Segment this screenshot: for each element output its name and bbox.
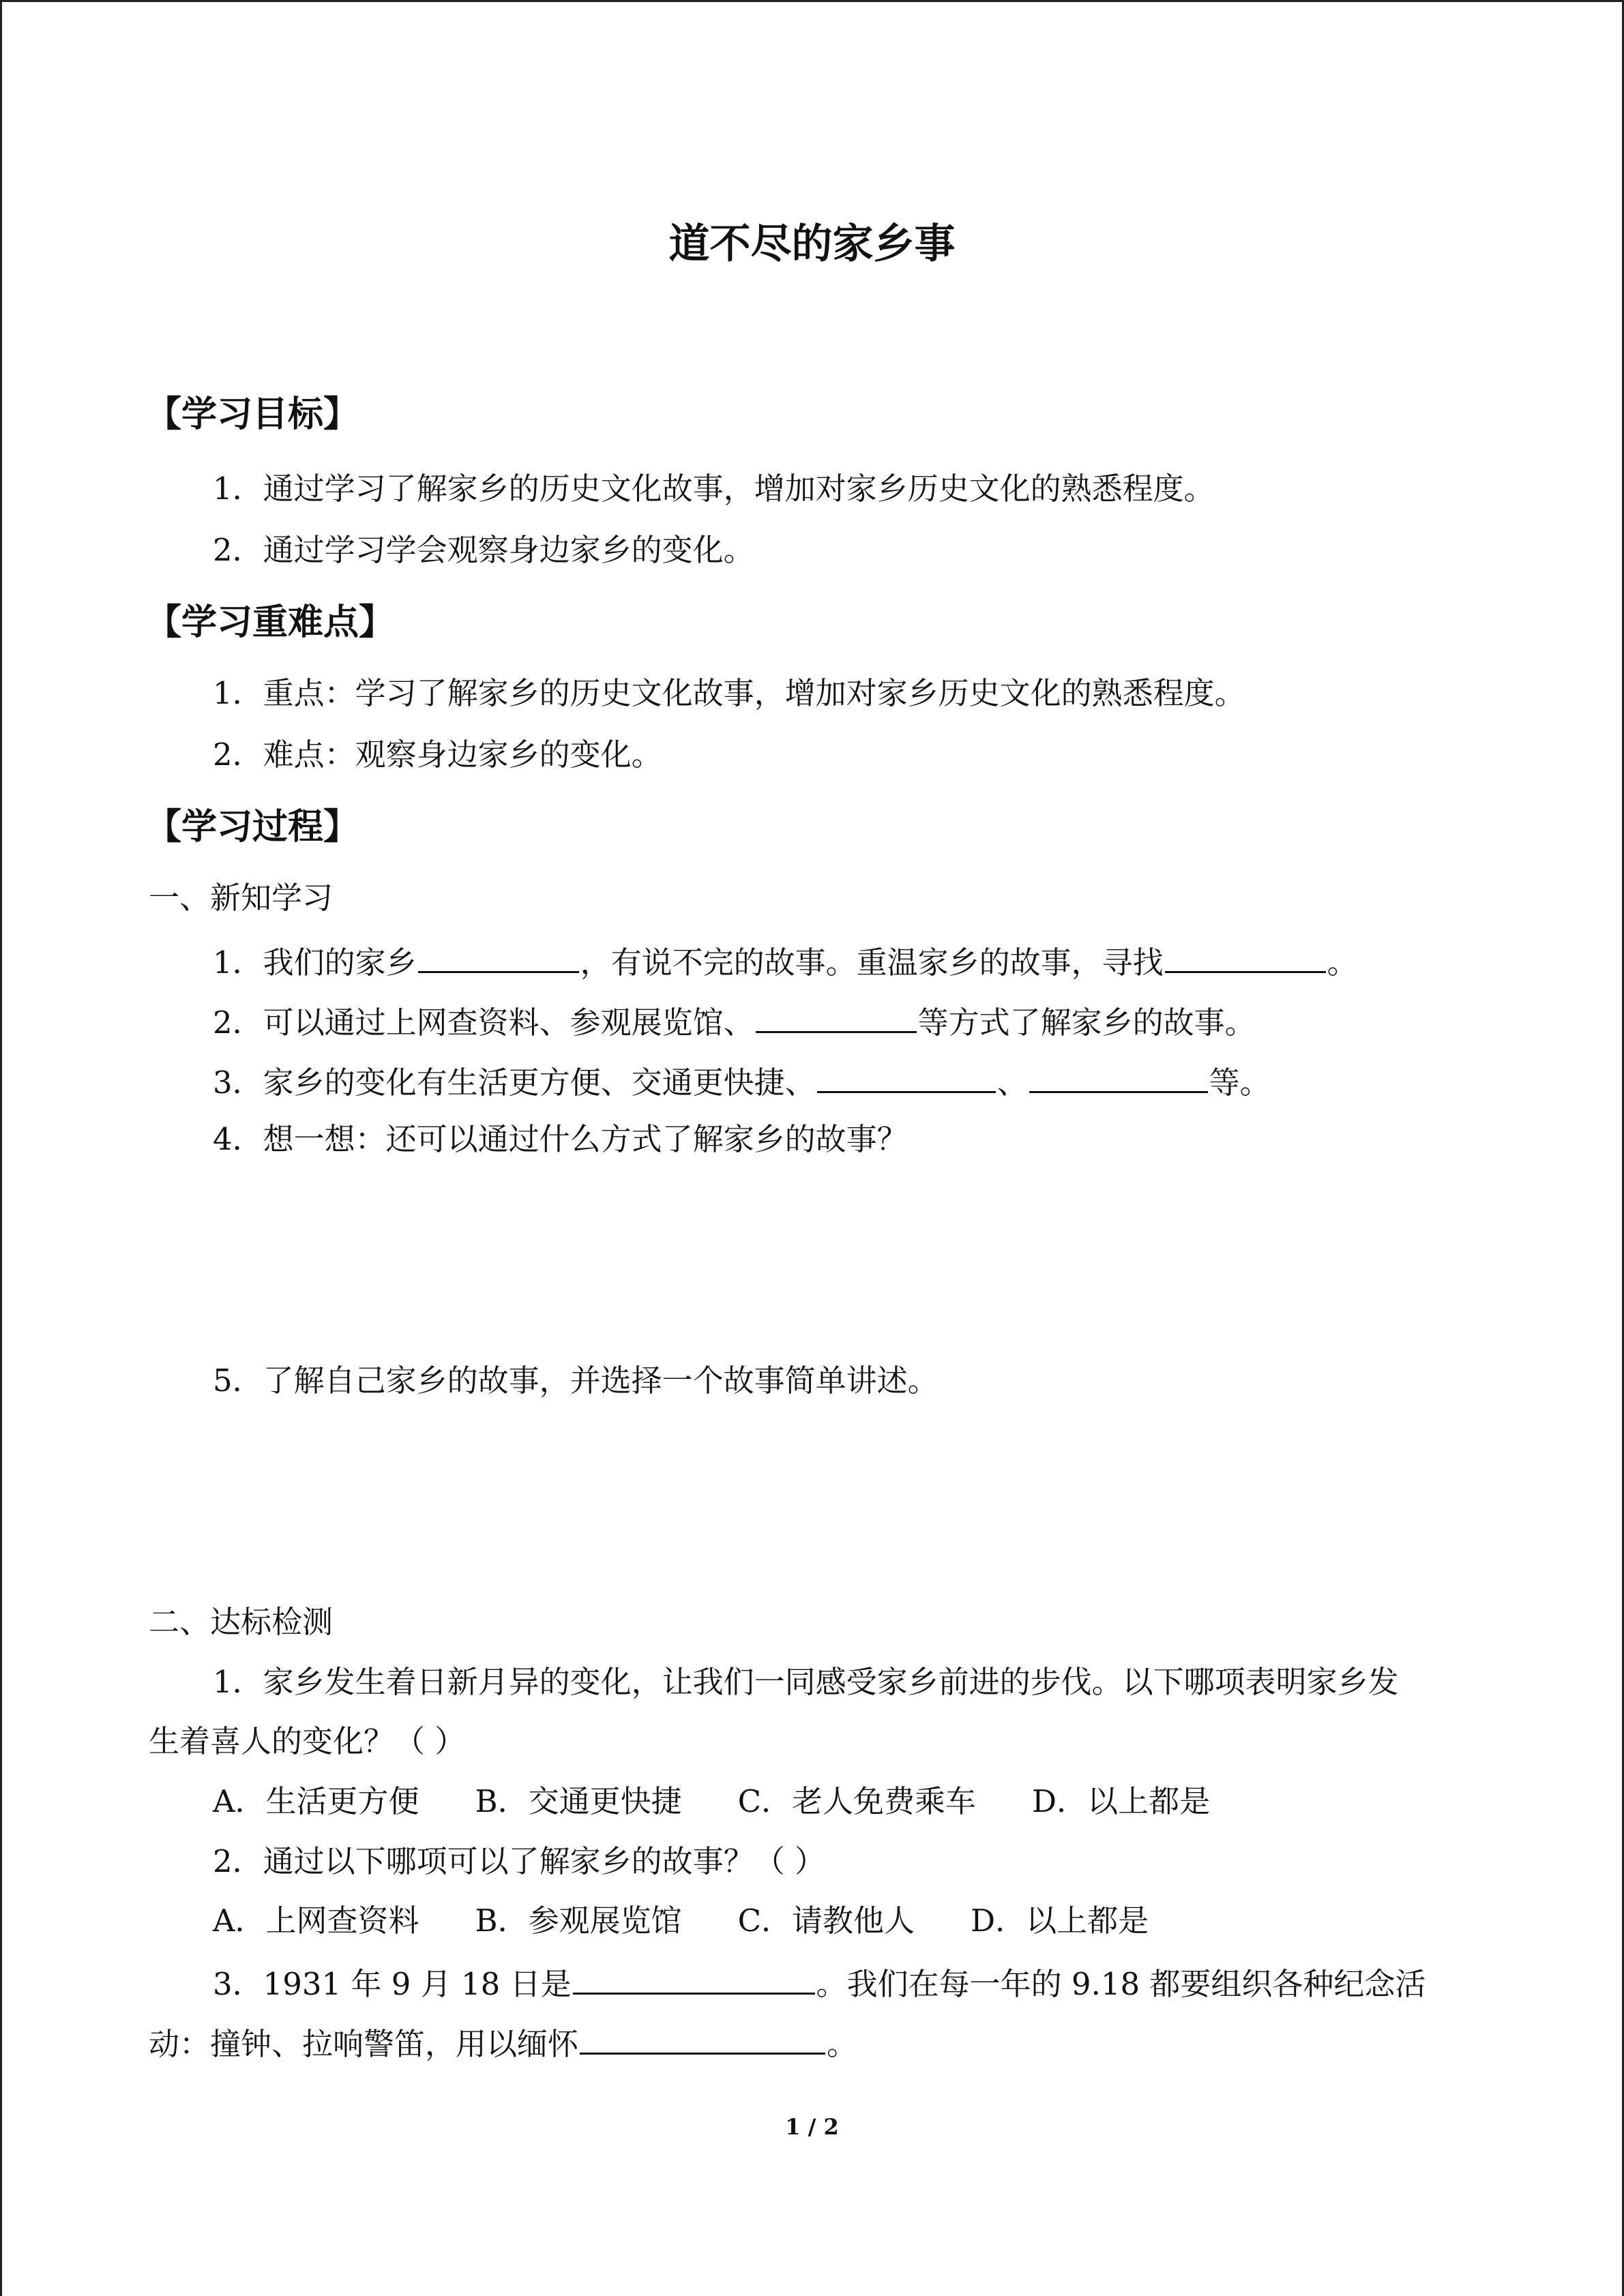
p2q3-text-d: 。	[827, 2026, 858, 2062]
p2q3-blank-1[interactable]	[573, 1963, 815, 1995]
q2-option-a[interactable]: A．上网查资料	[213, 1903, 419, 1939]
q3-blank-2[interactable]	[1029, 1061, 1208, 1093]
q3-text-c: 等。	[1209, 1064, 1271, 1101]
q2-text-b: 等方式了解家乡的故事。	[917, 1004, 1256, 1041]
part2-question-1-line-1: 1．家乡发生着日新月异的变化，让我们一同感受家乡前进的步伐。以下哪项表明家乡发	[213, 1664, 1399, 1700]
part1-question-1	[213, 941, 1358, 981]
q2-option-b[interactable]: B．参观展览馆	[475, 1903, 682, 1939]
part1-question-4: 4．想一想：还可以通过什么方式了解家乡的故事？	[213, 1121, 908, 1157]
q1-option-c[interactable]: C．老人免费乘车	[737, 1783, 977, 1819]
q2-text-a: 2．可以通过上网查资料、参观展览馆、	[213, 1004, 754, 1041]
q2-option-d[interactable]: D．以上都是	[971, 1903, 1149, 1939]
q3-blank-1[interactable]	[817, 1061, 996, 1093]
q1-option-d[interactable]: D．以上都是	[1032, 1783, 1211, 1819]
part1-question-5: 5．了解自己家乡的故事，并选择一个故事简单讲述。	[213, 1362, 939, 1399]
q1-text-b: ，有说不完的故事。重温家乡的故事，寻找	[580, 944, 1164, 981]
p2q3-blank-2[interactable]	[580, 2023, 825, 2055]
part2-question-3-line-1	[213, 1963, 1426, 2003]
part2-question-1-options	[213, 1783, 1210, 1820]
q1-option-b[interactable]: B．交通更快捷	[475, 1783, 682, 1819]
p2q3-text-c: 动：撞钟、拉响警笛，用以缅怀	[149, 2026, 579, 2062]
heading-key-points: 【学习重难点】	[146, 602, 395, 643]
heading-goals: 【学习目标】	[146, 394, 359, 435]
part1-label: 一、新知学习	[149, 880, 334, 916]
p2q3-text-a: 3．1931 年 9 月 18 日是	[213, 1966, 572, 2002]
page-number: 1 / 2	[785, 2114, 839, 2140]
document-title: 道不尽的家乡事	[668, 220, 956, 268]
goal-item-1: 1．通过学习了解家乡的历史文化故事，增加对家乡历史文化的熟悉程度。	[213, 471, 1215, 507]
q2-blank-1[interactable]	[756, 1001, 917, 1033]
q1-text-a: 1．我们的家乡	[213, 944, 417, 981]
q1-blank-1[interactable]	[418, 941, 579, 973]
q1-blank-2[interactable]	[1165, 941, 1326, 973]
q1-option-a[interactable]: A．生活更方便	[213, 1783, 419, 1819]
p2q3-text-b: 。我们在每一年的 9.18 都要组织各种纪念活	[816, 1966, 1426, 2002]
part2-question-3-line-2	[149, 2023, 857, 2063]
part2-label: 二、达标检测	[149, 1604, 334, 1640]
q1-text-c: 。	[1327, 944, 1358, 981]
heading-process: 【学习过程】	[146, 807, 359, 848]
part1-question-2	[213, 1001, 1256, 1041]
key-point-item-2: 2．难点：观察身边家乡的变化。	[213, 736, 662, 773]
part2-question-1-line-2: 生着喜人的变化？（ ）	[149, 1723, 466, 1759]
part2-question-2-options	[213, 1903, 1149, 1939]
q3-text-a: 3．家乡的变化有生活更方便、交通更快捷、	[213, 1064, 816, 1101]
part2-question-2: 2．通过以下哪项可以了解家乡的故事？（ ）	[213, 1843, 825, 1879]
q2-option-c[interactable]: C．请教他人	[737, 1903, 915, 1939]
key-point-item-1: 1．重点：学习了解家乡的历史文化故事，增加对家乡历史文化的熟悉程度。	[213, 675, 1245, 711]
goal-item-2: 2．通过学习学会观察身边家乡的变化。	[213, 532, 754, 568]
q3-text-b: 、	[996, 1064, 1028, 1101]
part1-question-3	[213, 1061, 1271, 1101]
